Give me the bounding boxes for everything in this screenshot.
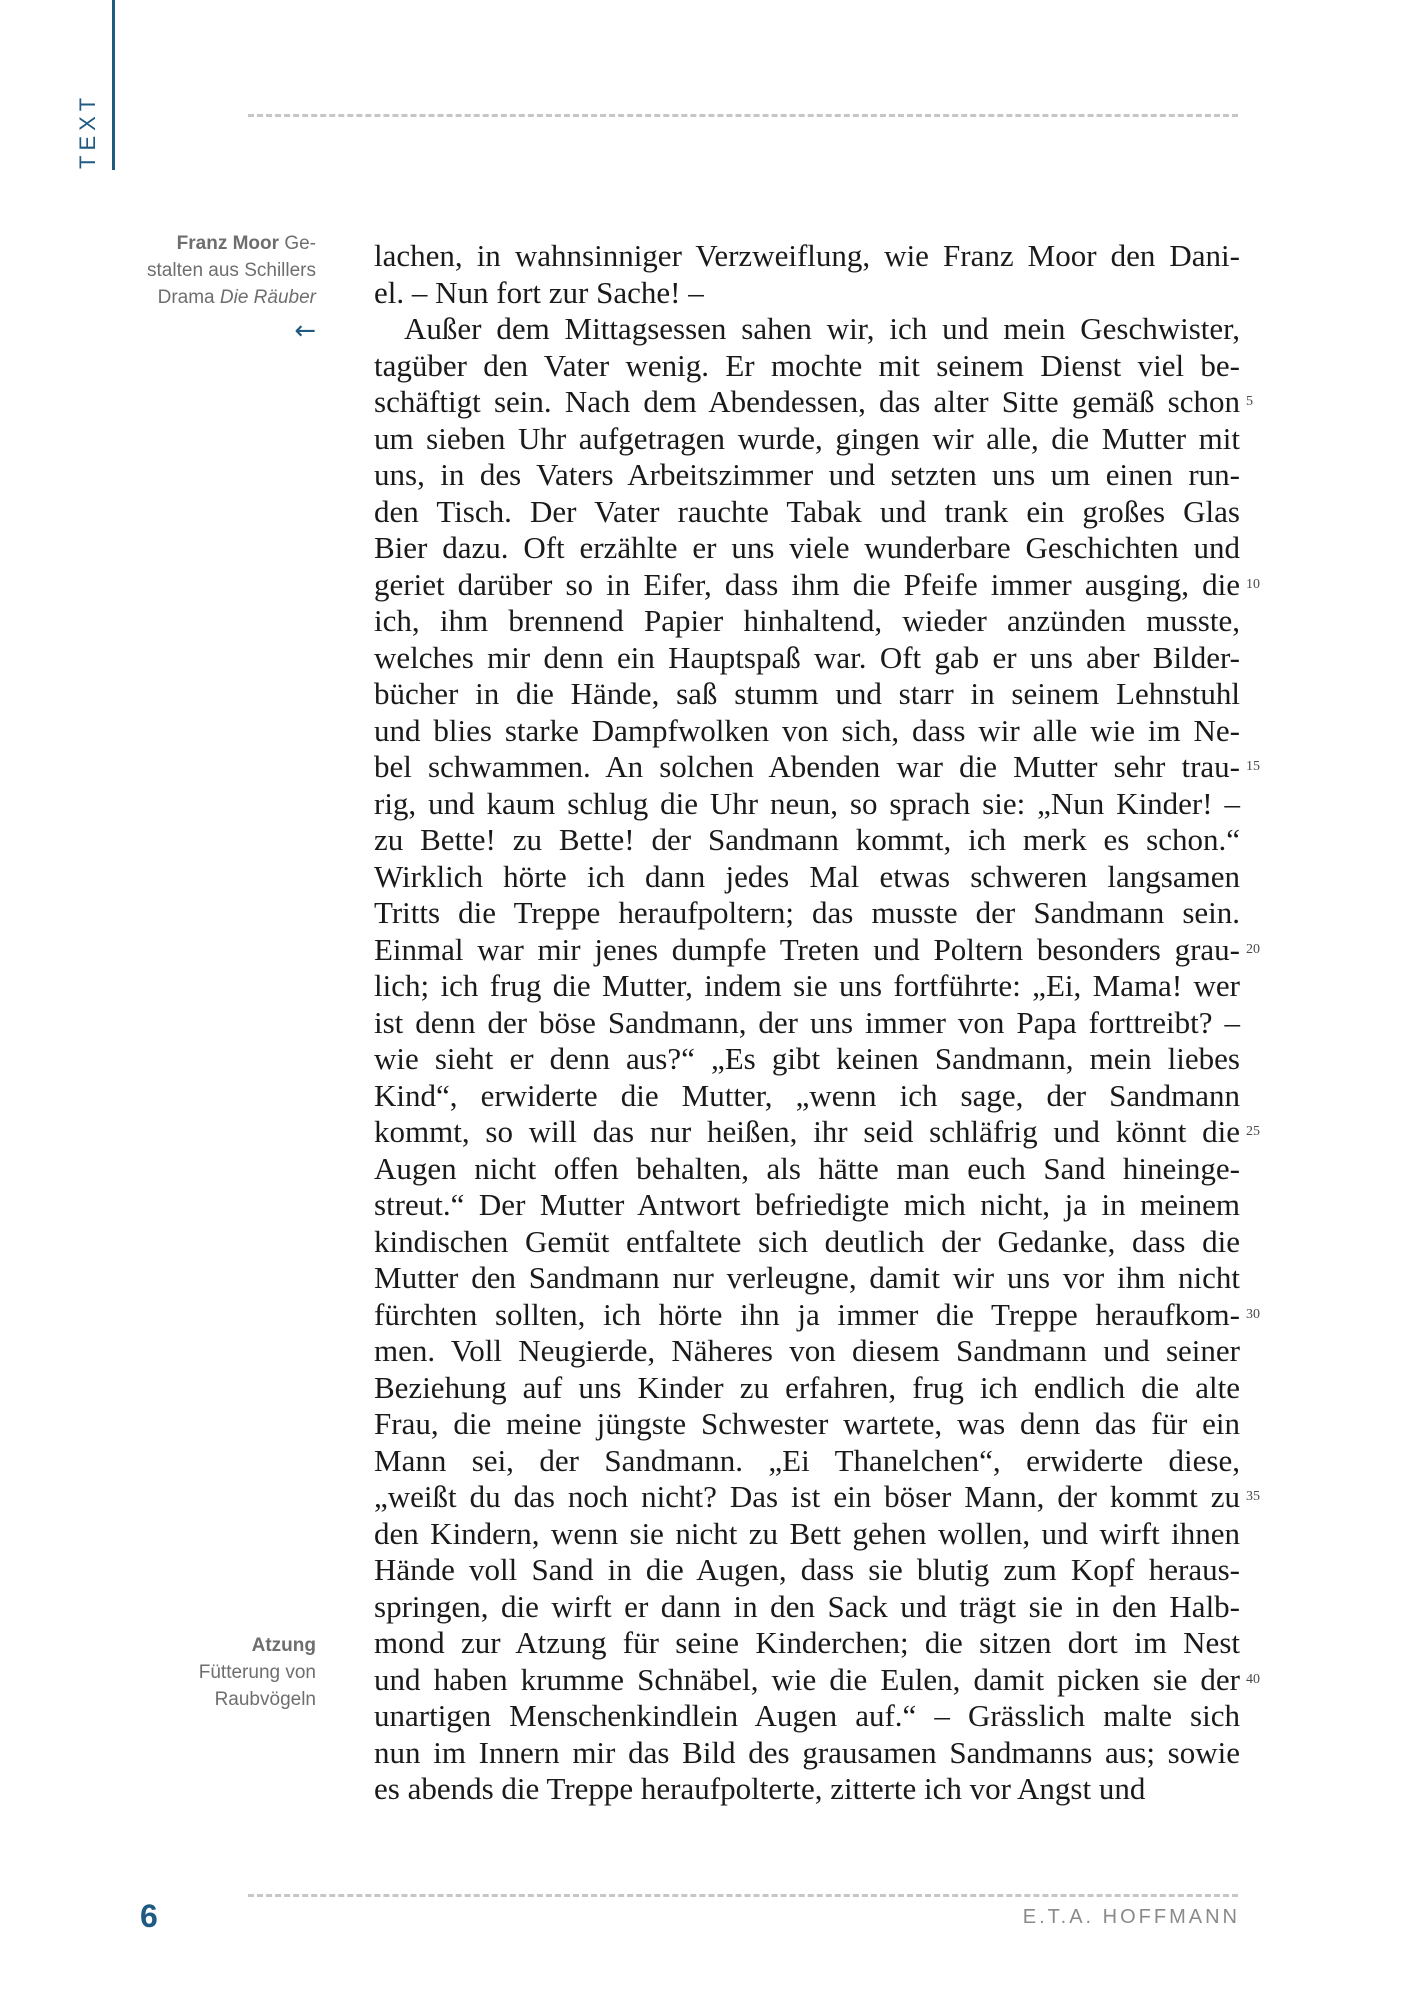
- text-line: nun im Innern mir das Bild des grausamen Sandmanns aus; sowie: [374, 1734, 1240, 1770]
- text-line: Frau, die meine jüngste Schwester wartete, was denn das für ein: [374, 1406, 1240, 1441]
- gloss-term: Franz Moor: [176, 233, 280, 254]
- gloss-work-title: Die Räuber: [219, 287, 316, 308]
- text-line: Einmal war mir jenes dumpfe Treten und Poltern besonders grau-: [374, 931, 1240, 967]
- text-line: tagüber den Vater wenig. Er mochte mit seinem Dienst viel be-: [374, 347, 1240, 383]
- text-line: wie sieht er denn aus?“ „Es gibt keinen Sandmann, mein liebes: [374, 1041, 1240, 1076]
- gloss-term: Atzung: [251, 1635, 316, 1656]
- text-line: „weißt du das noch nicht? Das ist ein böser Mann, der kommt zu: [374, 1479, 1240, 1514]
- line-number: 30: [1246, 1306, 1260, 1322]
- text-line: welches mir denn ein Hauptspaß war. Oft gab er uns aber Bilder-: [374, 639, 1240, 675]
- text-line: kommt, so will das nur heißen, ihr seid schläfrig und könnt die: [374, 1114, 1240, 1149]
- header-dashed-rule: [248, 114, 1238, 117]
- text-line: Wirklich hörte ich dann jedes Mal etwas schweren langsamen: [374, 858, 1240, 894]
- gloss-text: Drama: [157, 287, 220, 308]
- section-label: TEXT: [75, 92, 100, 170]
- text-line: den Kindern, wenn sie nicht zu Bett gehen wollen, und wirft ihnen: [374, 1515, 1240, 1551]
- gloss-line: [86, 230, 316, 257]
- text-line: zu Bette! zu Bette! der Sandmann kommt, ich merk es schon.“: [374, 822, 1240, 857]
- text-line: schäftigt sein. Nach dem Abendessen, das alter Sitte gemäß schon: [374, 384, 1240, 419]
- text-line: uns, in des Vaters Arbeitszimmer und setzten uns um einen run-: [374, 457, 1240, 492]
- text-line: und haben krumme Schnäbel, wie die Eulen, damit picken sie der: [374, 1661, 1240, 1697]
- text-line: Augen nicht offen behalten, als hätte man euch Sand hineinge-: [374, 1150, 1240, 1186]
- text-line: den Tisch. Der Vater rauchte Tabak und trank ein großes Glas: [374, 493, 1240, 529]
- footer-dashed-rule: [248, 1894, 1238, 1897]
- text-line: unartigen Menschenkindlein Augen auf.“ – Grässlich malte sich: [374, 1698, 1240, 1733]
- line-number: 40: [1246, 1671, 1260, 1687]
- text-line: bücher in die Hände, saß stumm und starr in seinem Lehnstuhl: [374, 676, 1240, 711]
- line-number: 15: [1246, 759, 1260, 774]
- text-line: Mann sei, der Sandmann. „Ei Thanelchen“, erwiderte diese,: [374, 1442, 1240, 1478]
- text-line: Tritts die Treppe heraufpoltern; das musste der Sandmann sein.: [374, 895, 1240, 930]
- text-line: Bier dazu. Oft erzählte er uns viele wunderbare Geschichten und: [374, 530, 1240, 565]
- line-number: 35: [1246, 1489, 1260, 1504]
- main-text: [374, 238, 1240, 1808]
- text-line: el. – Nun fort zur Sache! –: [374, 274, 704, 310]
- text-line: und blies starke Dampfwolken von sich, dass wir alle wie im Ne-: [374, 712, 1240, 748]
- margin-gloss-franz-moor: [86, 230, 316, 311]
- running-footer-author: E.T.A. HOFFMANN: [1022, 1906, 1240, 1928]
- gloss-line: stalten aus Schillers: [147, 260, 316, 281]
- text-line: Mutter den Sandmann nur verleugne, damit wir uns vor ihm nicht: [374, 1260, 1240, 1295]
- text-line: springen, die wirft er dann in den Sack und trägt sie in den Halb-: [374, 1588, 1240, 1624]
- text-line: Kind“, erwiderte die Mutter, „wenn ich sage, der Sandmann: [374, 1077, 1240, 1113]
- page-number: 6: [140, 1898, 158, 1934]
- gloss-line: Fütterung von: [198, 1662, 316, 1683]
- text-line: rig, und kaum schlug die Uhr neun, so sprach sie: „Nun Kinder! –: [374, 785, 1240, 821]
- text-line: ist denn der böse Sandmann, der uns immer von Papa forttreibt? –: [374, 1004, 1240, 1040]
- text-line: mond zur Atzung für seine Kinderchen; die sitzen dort im Nest: [374, 1625, 1240, 1660]
- line-number: 5: [1246, 394, 1253, 409]
- text-line: lachen, in wahnsinniger Verzweiflung, wie Franz Moor den Dani-: [374, 238, 1240, 273]
- text-line: geriet darüber so in Eifer, dass ihm die Pfeife immer ausging, die: [374, 566, 1240, 602]
- text-line: lich; ich frug die Mutter, indem sie uns fortführte: „Ei, Mama! wer: [374, 968, 1240, 1003]
- text-line: um sieben Uhr aufgetragen wurde, gingen wir alle, die Mutter mit: [374, 420, 1240, 456]
- text-line: men. Voll Neugierde, Näheres von diesem Sandmann und seiner: [374, 1333, 1240, 1368]
- text-line: streut.“ Der Mutter Antwort befriedigte mich nicht, ja in meinem: [374, 1187, 1240, 1222]
- margin-gloss-atzung: [86, 1632, 316, 1713]
- text-line: kindischen Gemüt entfaltete sich deutlich der Gedanke, dass die: [374, 1223, 1240, 1259]
- text-line: bel schwammen. An solchen Abenden war die Mutter sehr trau-: [374, 749, 1240, 784]
- text-line: fürchten sollten, ich hörte ihn ja immer die Treppe heraufkom-: [374, 1296, 1240, 1332]
- gloss-text: Ge-: [279, 233, 316, 254]
- text-line: ich, ihm brennend Papier hinhaltend, wieder anzünden musste,: [374, 603, 1240, 638]
- text-line: Außer dem Mittagsessen sahen wir, ich und mein Geschwister,: [404, 311, 1240, 346]
- text-line: Hände voll Sand in die Augen, dass sie blutig zum Kopf heraus-: [374, 1552, 1240, 1587]
- gloss-line: Raubvögeln: [214, 1689, 316, 1710]
- text-line: Beziehung auf uns Kinder zu erfahren, frug ich endlich die alte: [374, 1369, 1240, 1405]
- line-number: 25: [1246, 1124, 1260, 1139]
- section-tab-bar: [112, 0, 115, 170]
- left-arrow-icon: ←: [294, 316, 316, 346]
- gloss-line: [86, 284, 316, 311]
- line-number: 10: [1246, 576, 1260, 592]
- line-number: 20: [1246, 941, 1260, 957]
- text-line: es abends die Treppe heraufpolterte, zitterte ich vor Angst und: [374, 1771, 1146, 1806]
